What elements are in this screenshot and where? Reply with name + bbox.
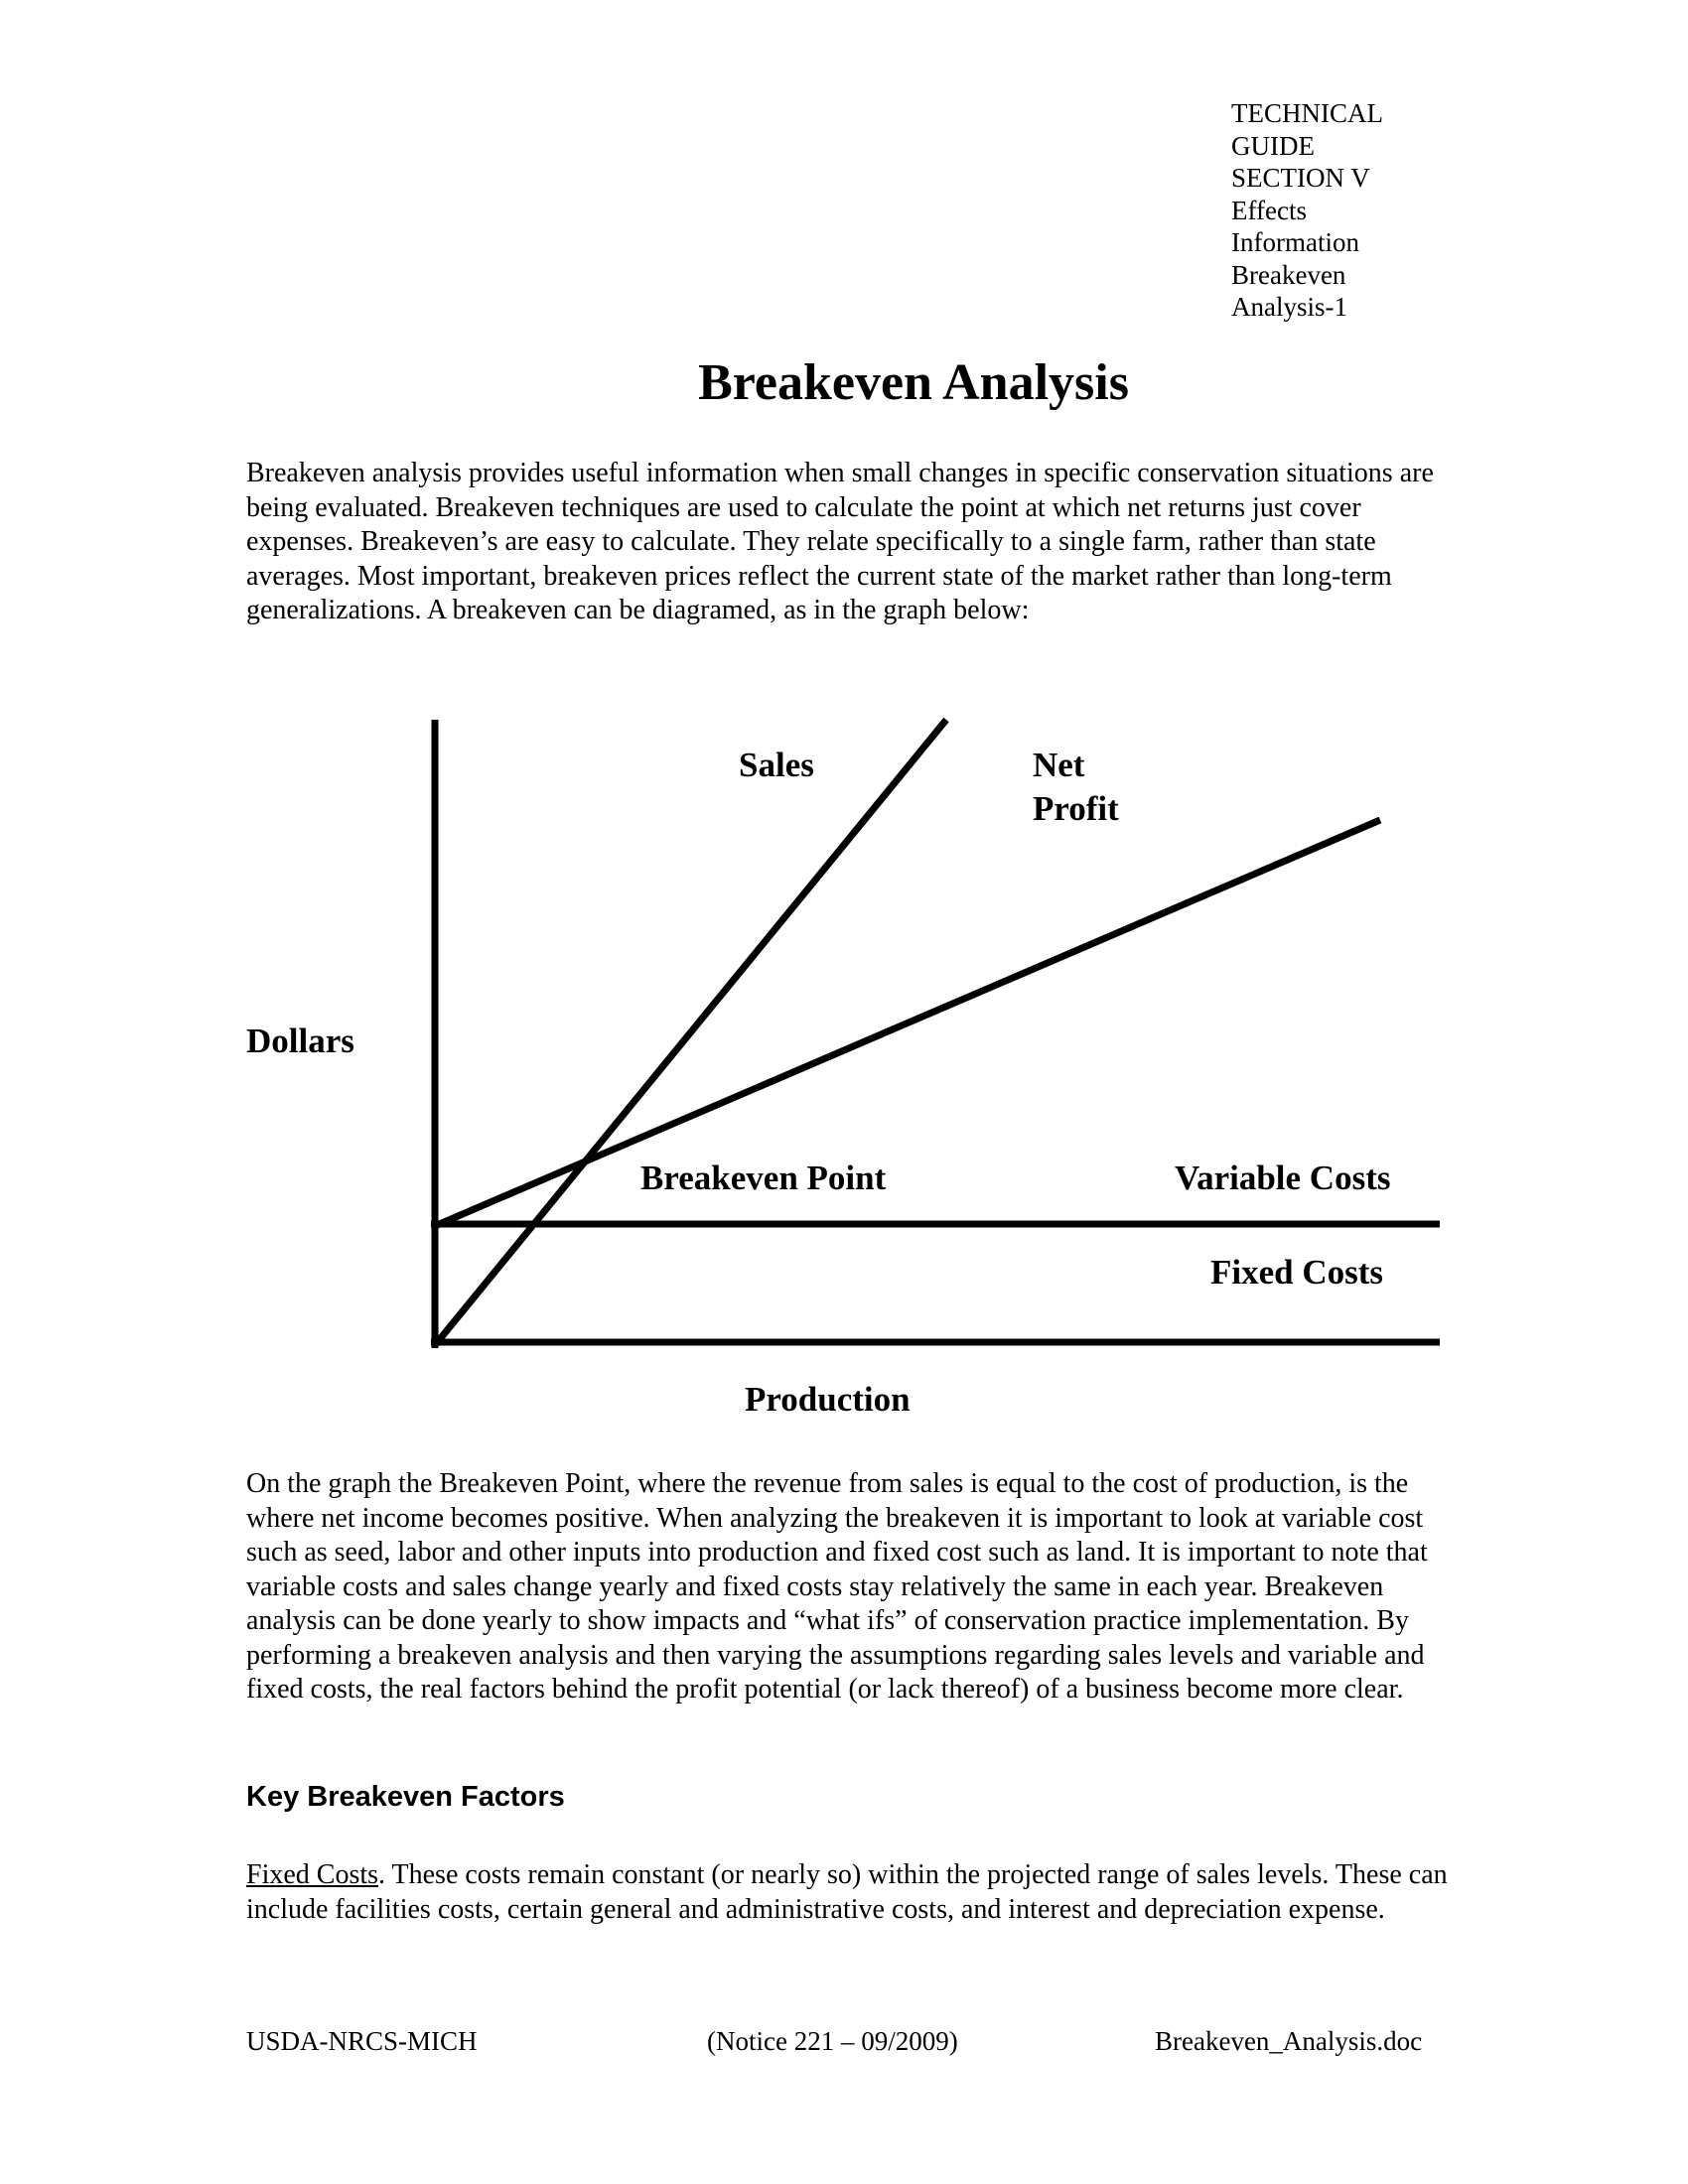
fixed-costs-paragraph xyxy=(246,1858,1458,1927)
footer-left: USDA-NRCS-MICH xyxy=(246,2026,478,2056)
fixed-costs-label: Fixed Costs xyxy=(1210,1253,1384,1292)
header-line: Analysis-1 xyxy=(1231,292,1347,322)
page-title: Breakeven Analysis xyxy=(698,354,1129,411)
section-heading: Key Breakeven Factors xyxy=(246,1781,565,1813)
intro-paragraph: Breakeven analysis provides useful information when small changes in specific conservation situations are being evaluated. Breakeven techniques are used to calculate the point at which net returns just cover expenses. Breakeven’s are easy to calculate. They relate specifically to a single farm, rather than state averages. Most important, breakeven prices reflect the current state of the market rather than long-term generalizations. A breakeven can be diagramed, as in the graph below: xyxy=(246,458,1434,625)
production-label: Production xyxy=(745,1380,911,1419)
net-profit-label: Profit xyxy=(1033,789,1119,828)
header-line: TECHNICAL xyxy=(1231,98,1383,128)
variable-costs-label: Variable Costs xyxy=(1175,1159,1391,1197)
sales-line xyxy=(435,720,946,1345)
header-line: Effects xyxy=(1231,195,1307,225)
fixed-costs-text: . These costs remain constant (or nearly so) within the projected range of sales levels. These can include facilities costs, certain general and administrative costs, and interest and depreciation expense. xyxy=(246,1859,1448,1925)
net-profit-label: Net xyxy=(1033,746,1085,784)
analysis-paragraph: On the graph the Breakeven Point, where the revenue from sales is equal to the cost of production, is the where net income becomes positive. When analyzing the breakeven it is important to look at variable cost such as seed, labor and other inputs into production and fixed cost such as land. It is important to note that variable costs and sales change yearly and fixed costs stay relatively the same in each year. Breakeven analysis can be done yearly to show impacts and “what ifs” of conservation practice implementation. By performing a breakeven analysis and then varying the assumptions regarding sales levels and variable and fixed costs, the real factors behind the profit potential (or lack thereof) of a business become more clear. xyxy=(246,1468,1428,1705)
dollars-label: Dollars xyxy=(246,1022,354,1060)
header-line: Breakeven xyxy=(1231,259,1346,290)
fixed-costs-term: Fixed Costs xyxy=(246,1859,379,1890)
sales-label: Sales xyxy=(739,746,814,784)
header-line: Information xyxy=(1231,227,1359,257)
footer-right: Breakeven_Analysis.doc xyxy=(1155,2026,1423,2056)
header-line: GUIDE xyxy=(1231,130,1315,161)
header-line: SECTION V xyxy=(1231,163,1370,193)
footer-center: (Notice 221 – 09/2009) xyxy=(707,2026,958,2056)
breakeven-point-label: Breakeven Point xyxy=(640,1159,887,1197)
